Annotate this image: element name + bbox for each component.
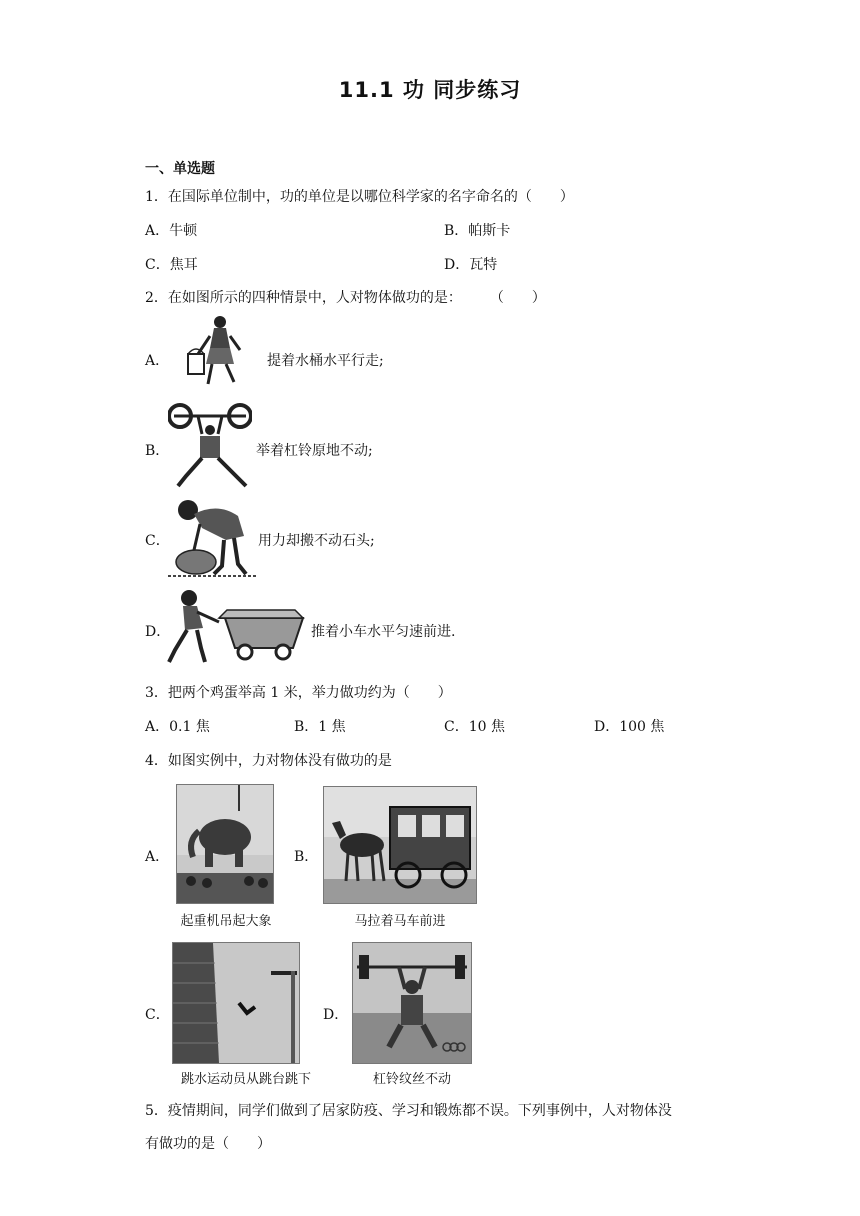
person-carrying-bucket-icon — [182, 314, 262, 388]
question-3-option-d[interactable]: D．100 焦 — [594, 719, 665, 735]
option-text: 用力却搬不动石头; — [258, 533, 375, 549]
question-1-option-b[interactable]: B．帕斯卡 — [444, 223, 511, 239]
option-label: C． — [145, 1007, 170, 1023]
option-label: D． — [145, 624, 171, 640]
question-1-option-d[interactable]: D．瓦特 — [444, 257, 498, 273]
crane-lifting-elephant-photo — [176, 784, 274, 904]
page-title: 11.1 功 同步练习 — [338, 78, 522, 102]
question-2-stem: 2．在如图所示的四种情景中，人对物体做功的是： （ ） — [145, 290, 546, 306]
section-heading: 一、单选题 — [145, 161, 215, 177]
option-label: B． — [294, 849, 319, 865]
option-label: D． — [323, 1007, 349, 1023]
question-4-stem: 4．如图实例中，力对物体没有做功的是 — [145, 753, 392, 769]
photo-caption: 杠铃纹丝不动 — [372, 1072, 451, 1087]
photo-caption: 跳水运动员从跳台跳下 — [180, 1072, 311, 1087]
question-5-stem-line-1: 5．疫情期间，同学们做到了居家防疫、学习和锻炼都不误。下列事例中，人对物体没 — [145, 1103, 672, 1119]
horse-drawn-carriage-photo — [323, 786, 477, 904]
option-label: A． — [145, 849, 170, 865]
photo-caption: 起重机吊起大象 — [180, 914, 272, 929]
weightlifter-icon — [168, 400, 252, 490]
question-1-option-c[interactable]: C．焦耳 — [145, 257, 198, 273]
option-text: 提着水桶水平行走; — [267, 353, 384, 369]
option-label: C． — [145, 533, 170, 549]
weightlifter-holding-barbell-photo — [352, 942, 472, 1064]
question-3-stem: 3．把两个鸡蛋举高 1 米，举力做功约为（ ） — [145, 685, 452, 701]
diver-jumping-photo — [172, 942, 300, 1064]
person-pushing-rock-icon — [166, 494, 258, 580]
option-text: 举着杠铃原地不动; — [256, 443, 373, 459]
question-1-stem: 1．在国际单位制中，功的单位是以哪位科学家的名字命名的（ ） — [145, 189, 574, 205]
question-5-stem-line-2: 有做功的是（ ） — [145, 1136, 271, 1152]
photo-caption: 马拉着马车前进 — [354, 914, 446, 929]
person-pushing-cart-icon — [165, 588, 309, 666]
question-3-option-a[interactable]: A．0.1 焦 — [145, 719, 210, 735]
option-text: 推着小车水平匀速前进. — [311, 624, 456, 640]
question-1-option-a[interactable]: A．牛顿 — [145, 223, 198, 239]
question-3-option-c[interactable]: C．10 焦 — [444, 719, 505, 735]
option-label: A． — [145, 353, 170, 369]
option-label: B． — [145, 443, 170, 459]
question-3-option-b[interactable]: B．1 焦 — [294, 719, 346, 735]
